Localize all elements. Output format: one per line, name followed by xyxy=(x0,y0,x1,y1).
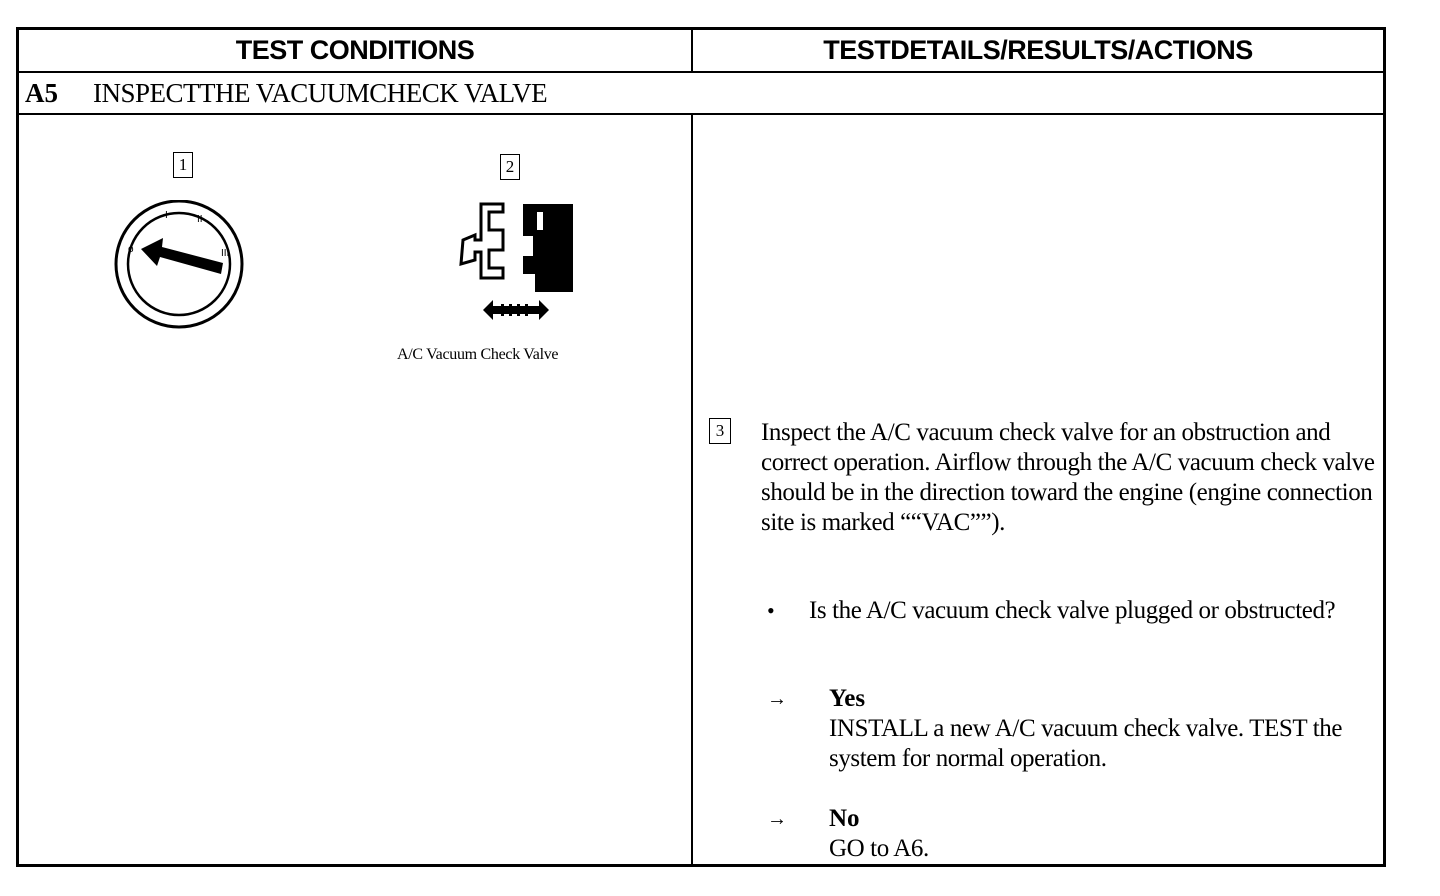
step-title-row xyxy=(19,73,1383,115)
switch-mark-3: III xyxy=(221,248,230,259)
inspection-question: Is the A/C vacuum check valve plugged or obstructed? xyxy=(809,597,1336,624)
answer-no-action: GO to A6. xyxy=(829,835,929,862)
ignition-key-switch-icon xyxy=(111,200,247,330)
switch-mark-1: I xyxy=(165,210,168,221)
answer-yes-action: INSTALL a new A/C vacuum check valve. TEST the system for normal operation. xyxy=(829,715,1343,772)
step-3-number: 3 xyxy=(709,418,731,444)
yes-arrow-icon: → xyxy=(767,688,787,710)
answer-yes-label: Yes xyxy=(829,685,866,712)
step-title: INSPECTTHE VACUUMCHECK VALVE xyxy=(93,78,548,108)
test-conditions-header: TEST CONDITIONS xyxy=(19,30,693,73)
figure-2-number: 2 xyxy=(500,154,520,180)
figure-1-number: 1 xyxy=(173,152,193,178)
column-divider xyxy=(691,115,693,867)
answer-no-label: No xyxy=(829,805,860,832)
no-arrow-icon: → xyxy=(767,808,787,830)
figure-2-caption: A/C Vacuum Check Valve xyxy=(397,346,559,363)
vacuum-check-valve-icon xyxy=(447,200,577,330)
switch-mark-2: II xyxy=(197,214,203,225)
inspection-instruction: Inspect the A/C vacuum check valve for an obstruction and correct operation. Airflow through the A/C vacuum check valve should be in the direction toward the engine (engine connection site is marked ““VAC””). xyxy=(761,419,1375,536)
bullet-icon: • xyxy=(767,598,775,623)
test-details-header: TESTDETAILS/RESULTS/ACTIONS xyxy=(693,30,1383,73)
step-id: A5 xyxy=(25,78,58,108)
test-procedure-table xyxy=(16,27,1386,867)
switch-mark-off: o xyxy=(128,244,134,255)
